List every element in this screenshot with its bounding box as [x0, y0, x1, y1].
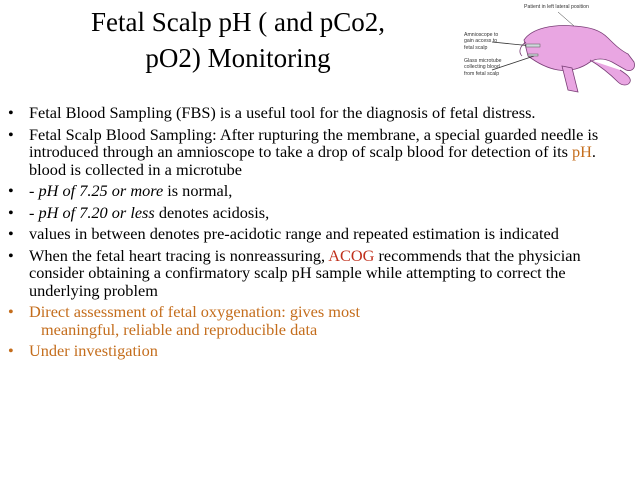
- bullet-item: • When the fetal heart tracing is nonreassuring, ACOG recommends that the physician consider obtaining a confirmatory scalp pH sample while attempting to correct the underlying problem: [8, 245, 581, 300]
- bullet-item: • Fetal Blood Sampling (FBS) is a useful tool for the diagnosis of fetal distress.: [8, 103, 536, 122]
- bullet-item: • values in between denotes pre-acidotic range and repeated estimation is indicated: [8, 224, 559, 243]
- ph-highlight: pH: [572, 142, 592, 161]
- figure-caption-amnioscope: Amnioscope to gain access to fetal scalp: [464, 32, 499, 51]
- bullet-icon: •: [8, 181, 14, 200]
- bullet-item: • - pH of 7.25 or more is normal,: [8, 181, 233, 200]
- acog-highlight: ACOG: [328, 245, 375, 265]
- fetal-scalp-sampling-illustration: [462, 0, 638, 95]
- bullet-item: • Direct assessment of fetal oxygenation: gives most meaningful, reliable and reproducible data: [8, 302, 360, 339]
- patient-body: [524, 26, 635, 71]
- bullet-item: • Fetal Scalp Blood Sampling: After rupturing the membrane, a special guarded needle is introduced through an amnioscope to take a drop of scalp blood for detection of its pH. blood is collected in a microtube: [8, 124, 599, 179]
- amnioscope-icon: [526, 44, 540, 47]
- slide-title-line-2: pO2) Monitoring: [145, 43, 331, 73]
- bullet-icon: •: [8, 341, 14, 360]
- bullet-item: • - pH of 7.20 or less denotes acidosis,: [8, 202, 270, 222]
- bullet-item: • Under investigation: [8, 341, 158, 360]
- slide-title-line-1: Fetal Scalp pH ( and pCo2,: [91, 7, 385, 37]
- bullet-icon: •: [8, 103, 14, 122]
- microtube-icon: [528, 54, 538, 56]
- bullet-icon: •: [8, 224, 14, 243]
- bullet-icon: •: [8, 245, 14, 265]
- slide-title: [18, 4, 458, 76]
- bullet-icon: •: [8, 124, 14, 144]
- position-pointer: [558, 12, 574, 26]
- patient-leg-lower: [562, 66, 578, 92]
- bullet-list: [8, 104, 632, 364]
- bullet-icon: •: [8, 302, 14, 321]
- figure-caption-position: Patient in left lateral position: [524, 4, 589, 10]
- bullet-icon: •: [8, 202, 14, 222]
- figure-caption-microtube: Glass microtube collecting blood from fetal scalp: [464, 58, 502, 77]
